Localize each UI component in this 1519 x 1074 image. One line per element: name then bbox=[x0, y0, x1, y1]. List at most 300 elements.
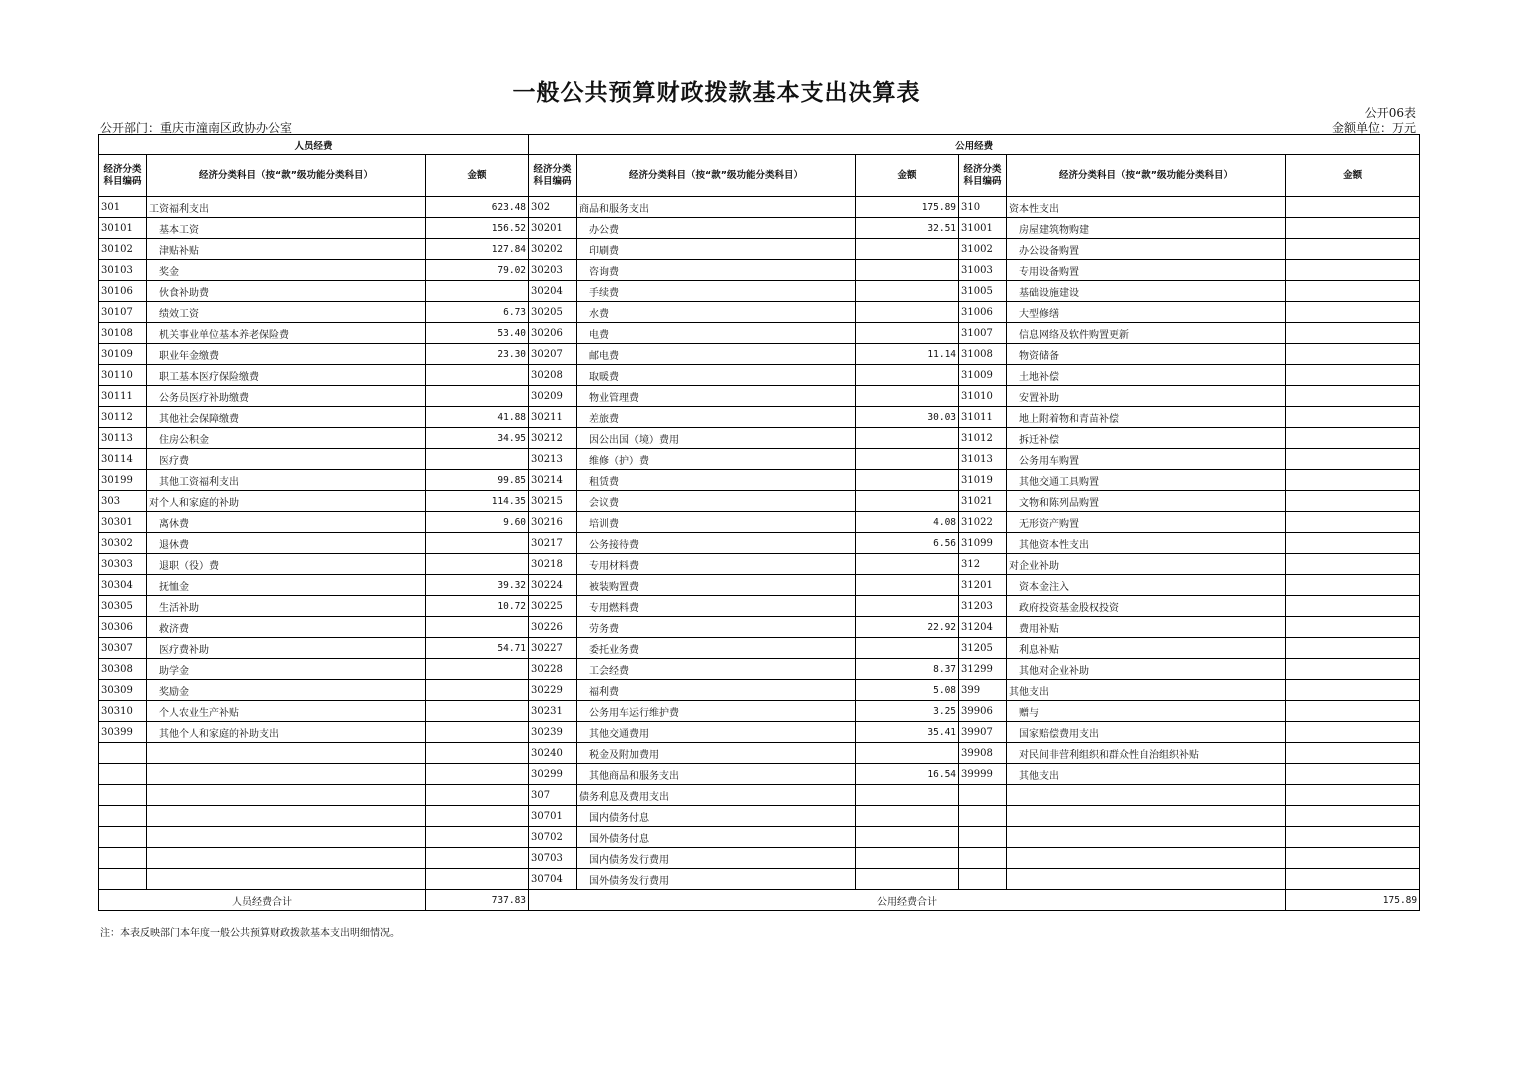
cell-amount bbox=[426, 680, 529, 701]
cell-code: 30213 bbox=[529, 449, 577, 470]
cell-amount: 156.52 bbox=[426, 218, 529, 239]
cell-name: 其他个人和家庭的补助支出 bbox=[147, 722, 426, 743]
cell-code: 30110 bbox=[99, 365, 147, 386]
cell-name: 住房公积金 bbox=[147, 428, 426, 449]
cell-amount bbox=[856, 869, 959, 890]
total-public-value: 175.89 bbox=[1286, 890, 1420, 911]
cell-code: 30108 bbox=[99, 323, 147, 344]
cell-amount bbox=[1286, 323, 1420, 344]
cell-amount bbox=[856, 554, 959, 575]
cell-name bbox=[1007, 827, 1286, 848]
cell-name: 政府投资基金股权投资 bbox=[1007, 596, 1286, 617]
cell-name: 物业管理费 bbox=[577, 386, 856, 407]
cell-code: 30107 bbox=[99, 302, 147, 323]
cell-code: 303 bbox=[99, 491, 147, 512]
cell-name: 对民间非营利组织和群众性自治组织补贴 bbox=[1007, 743, 1286, 764]
cell-code bbox=[99, 827, 147, 848]
cell-code: 30226 bbox=[529, 617, 577, 638]
cell-amount bbox=[426, 617, 529, 638]
cell-amount bbox=[1286, 743, 1420, 764]
cell-amount bbox=[1286, 197, 1420, 218]
total-personnel-label: 人员经费合计 bbox=[99, 890, 426, 911]
cell-code: 31008 bbox=[959, 344, 1007, 365]
table-row bbox=[99, 575, 1420, 596]
cell-amount bbox=[1286, 554, 1420, 575]
cell-amount: 8.37 bbox=[856, 659, 959, 680]
cell-name: 差旅费 bbox=[577, 407, 856, 428]
cell-name: 助学金 bbox=[147, 659, 426, 680]
group-header-personnel: 人员经费 bbox=[99, 135, 529, 155]
cell-amount bbox=[426, 386, 529, 407]
cell-amount bbox=[1286, 659, 1420, 680]
table-row bbox=[99, 869, 1420, 890]
cell-name: 专用燃料费 bbox=[577, 596, 856, 617]
cell-name: 专用设备购置 bbox=[1007, 260, 1286, 281]
cell-amount: 114.35 bbox=[426, 491, 529, 512]
cell-name: 土地补偿 bbox=[1007, 365, 1286, 386]
cell-code: 30212 bbox=[529, 428, 577, 449]
cell-amount: 35.41 bbox=[856, 722, 959, 743]
cell-amount bbox=[426, 449, 529, 470]
cell-amount bbox=[1286, 617, 1420, 638]
cell-code: 30309 bbox=[99, 680, 147, 701]
cell-amount bbox=[426, 785, 529, 806]
cell-amount: 127.84 bbox=[426, 239, 529, 260]
cell-amount: 34.95 bbox=[426, 428, 529, 449]
table-row bbox=[99, 302, 1420, 323]
cell-amount bbox=[856, 848, 959, 869]
cell-name bbox=[147, 806, 426, 827]
cell-name: 公务接待费 bbox=[577, 533, 856, 554]
cell-code: 30103 bbox=[99, 260, 147, 281]
cell-name: 公务用车运行维护费 bbox=[577, 701, 856, 722]
cell-amount bbox=[856, 428, 959, 449]
cell-name bbox=[147, 785, 426, 806]
cell-code bbox=[959, 869, 1007, 890]
cell-code: 30231 bbox=[529, 701, 577, 722]
table-row bbox=[99, 554, 1420, 575]
cell-code: 30111 bbox=[99, 386, 147, 407]
cell-code: 30214 bbox=[529, 470, 577, 491]
cell-code: 30228 bbox=[529, 659, 577, 680]
cell-name: 安置补助 bbox=[1007, 386, 1286, 407]
cell-name: 其他商品和服务支出 bbox=[577, 764, 856, 785]
cell-amount: 54.71 bbox=[426, 638, 529, 659]
amount-unit-label: 金额单位：万元 bbox=[1331, 121, 1416, 135]
cell-name: 对企业补助 bbox=[1007, 554, 1286, 575]
table-row bbox=[99, 281, 1420, 302]
cell-code: 30217 bbox=[529, 533, 577, 554]
cell-name: 被装购置费 bbox=[577, 575, 856, 596]
cell-name: 抚恤金 bbox=[147, 575, 426, 596]
cell-amount bbox=[856, 239, 959, 260]
col-header-amount: 金额 bbox=[1286, 155, 1420, 197]
cell-code: 31002 bbox=[959, 239, 1007, 260]
cell-code bbox=[99, 869, 147, 890]
cell-code: 30215 bbox=[529, 491, 577, 512]
cell-code: 30201 bbox=[529, 218, 577, 239]
cell-name: 津贴补贴 bbox=[147, 239, 426, 260]
cell-amount bbox=[426, 806, 529, 827]
cell-amount bbox=[856, 827, 959, 848]
cell-name: 委托业务费 bbox=[577, 638, 856, 659]
cell-code: 39907 bbox=[959, 722, 1007, 743]
table-row bbox=[99, 407, 1420, 428]
cell-name: 培训费 bbox=[577, 512, 856, 533]
cell-code bbox=[959, 827, 1007, 848]
cell-code: 31001 bbox=[959, 218, 1007, 239]
table-row bbox=[99, 659, 1420, 680]
cell-code: 399 bbox=[959, 680, 1007, 701]
cell-amount bbox=[1286, 491, 1420, 512]
cell-amount bbox=[426, 365, 529, 386]
cell-amount bbox=[1286, 806, 1420, 827]
cell-name: 职工基本医疗保险缴费 bbox=[147, 365, 426, 386]
table-row bbox=[99, 428, 1420, 449]
cell-name: 公务用车购置 bbox=[1007, 449, 1286, 470]
cell-amount bbox=[426, 722, 529, 743]
table-row bbox=[99, 617, 1420, 638]
cell-code: 30204 bbox=[529, 281, 577, 302]
cell-code: 30209 bbox=[529, 386, 577, 407]
cell-name: 其他资本性支出 bbox=[1007, 533, 1286, 554]
cell-code: 30305 bbox=[99, 596, 147, 617]
cell-amount: 9.60 bbox=[426, 512, 529, 533]
cell-amount bbox=[1286, 764, 1420, 785]
cell-code: 31204 bbox=[959, 617, 1007, 638]
cell-amount bbox=[1286, 512, 1420, 533]
cell-amount: 79.02 bbox=[426, 260, 529, 281]
table-row bbox=[99, 533, 1420, 554]
cell-amount bbox=[856, 743, 959, 764]
cell-name: 税金及附加费用 bbox=[577, 743, 856, 764]
cell-amount bbox=[856, 785, 959, 806]
cell-name: 公务员医疗补助缴费 bbox=[147, 386, 426, 407]
cell-name: 信息网络及软件购置更新 bbox=[1007, 323, 1286, 344]
cell-name: 奖金 bbox=[147, 260, 426, 281]
cell-name bbox=[1007, 785, 1286, 806]
cell-name: 离休费 bbox=[147, 512, 426, 533]
table-row bbox=[99, 638, 1420, 659]
cell-name: 机关事业单位基本养老保险费 bbox=[147, 323, 426, 344]
cell-name: 其他交通费用 bbox=[577, 722, 856, 743]
cell-amount bbox=[856, 575, 959, 596]
cell-name bbox=[1007, 869, 1286, 890]
cell-code bbox=[99, 848, 147, 869]
cell-code: 31003 bbox=[959, 260, 1007, 281]
cell-amount: 99.85 bbox=[426, 470, 529, 491]
cell-name: 租赁费 bbox=[577, 470, 856, 491]
cell-name: 维修（护）费 bbox=[577, 449, 856, 470]
cell-amount: 4.08 bbox=[856, 512, 959, 533]
cell-amount bbox=[426, 281, 529, 302]
table-row bbox=[99, 260, 1420, 281]
cell-amount bbox=[1286, 239, 1420, 260]
cell-code: 301 bbox=[99, 197, 147, 218]
cell-name: 其他交通工具购置 bbox=[1007, 470, 1286, 491]
cell-name: 咨询费 bbox=[577, 260, 856, 281]
cell-name bbox=[147, 743, 426, 764]
cell-code: 30703 bbox=[529, 848, 577, 869]
cell-name: 其他对企业补助 bbox=[1007, 659, 1286, 680]
cell-code: 31005 bbox=[959, 281, 1007, 302]
cell-name: 地上附着物和青苗补偿 bbox=[1007, 407, 1286, 428]
cell-code: 31011 bbox=[959, 407, 1007, 428]
total-public-label: 公用经费合计 bbox=[529, 890, 1286, 911]
cell-name: 其他社会保障缴费 bbox=[147, 407, 426, 428]
cell-code: 30304 bbox=[99, 575, 147, 596]
cell-name: 其他支出 bbox=[1007, 764, 1286, 785]
cell-name: 国外债务付息 bbox=[577, 827, 856, 848]
cell-amount bbox=[1286, 575, 1420, 596]
cell-amount bbox=[426, 764, 529, 785]
cell-name bbox=[1007, 848, 1286, 869]
cell-name: 其他支出 bbox=[1007, 680, 1286, 701]
cell-amount: 11.14 bbox=[856, 344, 959, 365]
cell-amount bbox=[1286, 428, 1420, 449]
table-row bbox=[99, 323, 1420, 344]
cell-amount: 23.30 bbox=[426, 344, 529, 365]
cell-amount bbox=[856, 281, 959, 302]
cell-code: 30702 bbox=[529, 827, 577, 848]
cell-amount bbox=[1286, 785, 1420, 806]
cell-name: 奖励金 bbox=[147, 680, 426, 701]
cell-amount bbox=[426, 827, 529, 848]
cell-code: 30306 bbox=[99, 617, 147, 638]
cell-code: 31010 bbox=[959, 386, 1007, 407]
cell-code: 31022 bbox=[959, 512, 1007, 533]
col-header-code: 经济分类科目编码 bbox=[959, 155, 1007, 197]
cell-amount bbox=[1286, 722, 1420, 743]
cell-amount bbox=[1286, 470, 1420, 491]
table-row bbox=[99, 239, 1420, 260]
cell-code: 30239 bbox=[529, 722, 577, 743]
cell-name: 债务利息及费用支出 bbox=[577, 785, 856, 806]
cell-name bbox=[147, 848, 426, 869]
cell-code: 312 bbox=[959, 554, 1007, 575]
cell-code: 31201 bbox=[959, 575, 1007, 596]
cell-name: 办公设备购置 bbox=[1007, 239, 1286, 260]
cell-code: 30701 bbox=[529, 806, 577, 827]
cell-amount: 30.03 bbox=[856, 407, 959, 428]
expenditure-table bbox=[98, 134, 1420, 911]
cell-amount bbox=[1286, 848, 1420, 869]
table-row bbox=[99, 512, 1420, 533]
cell-name bbox=[147, 827, 426, 848]
cell-name: 国家赔偿费用支出 bbox=[1007, 722, 1286, 743]
cell-name: 国内债务付息 bbox=[577, 806, 856, 827]
table-row bbox=[99, 701, 1420, 722]
table-row bbox=[99, 764, 1420, 785]
cell-code: 302 bbox=[529, 197, 577, 218]
cell-amount bbox=[1286, 596, 1420, 617]
cell-code: 31009 bbox=[959, 365, 1007, 386]
cell-name: 劳务费 bbox=[577, 617, 856, 638]
cell-name: 文物和陈列品购置 bbox=[1007, 491, 1286, 512]
cell-amount bbox=[856, 638, 959, 659]
cell-name: 救济费 bbox=[147, 617, 426, 638]
cell-name: 退职（役）费 bbox=[147, 554, 426, 575]
cell-code: 30299 bbox=[529, 764, 577, 785]
cell-amount bbox=[1286, 302, 1420, 323]
cell-amount bbox=[856, 323, 959, 344]
cell-amount bbox=[856, 386, 959, 407]
cell-code: 30211 bbox=[529, 407, 577, 428]
cell-amount bbox=[426, 554, 529, 575]
cell-name: 资本性支出 bbox=[1007, 197, 1286, 218]
cell-code: 30199 bbox=[99, 470, 147, 491]
cell-amount bbox=[1286, 365, 1420, 386]
cell-code: 31012 bbox=[959, 428, 1007, 449]
cell-name bbox=[147, 764, 426, 785]
cell-code bbox=[959, 785, 1007, 806]
department-label: 公开部门：重庆市潼南区政协办公室 bbox=[100, 121, 293, 135]
cell-amount: 22.92 bbox=[856, 617, 959, 638]
cell-amount bbox=[426, 701, 529, 722]
cell-code: 30225 bbox=[529, 596, 577, 617]
cell-amount bbox=[1286, 533, 1420, 554]
cell-name: 赠与 bbox=[1007, 701, 1286, 722]
cell-name: 绩效工资 bbox=[147, 302, 426, 323]
cell-amount bbox=[1286, 218, 1420, 239]
cell-name: 费用补贴 bbox=[1007, 617, 1286, 638]
cell-code: 31299 bbox=[959, 659, 1007, 680]
cell-amount bbox=[426, 743, 529, 764]
table-row bbox=[99, 365, 1420, 386]
col-header-name: 经济分类科目（按“款”级功能分类科目） bbox=[577, 155, 856, 197]
cell-amount bbox=[426, 848, 529, 869]
cell-code: 30205 bbox=[529, 302, 577, 323]
cell-code: 307 bbox=[529, 785, 577, 806]
cell-amount bbox=[1286, 827, 1420, 848]
cell-code: 30302 bbox=[99, 533, 147, 554]
cell-code: 31006 bbox=[959, 302, 1007, 323]
cell-amount bbox=[1286, 869, 1420, 890]
cell-name: 邮电费 bbox=[577, 344, 856, 365]
cell-amount: 5.08 bbox=[856, 680, 959, 701]
cell-code: 30303 bbox=[99, 554, 147, 575]
cell-name bbox=[147, 869, 426, 890]
cell-amount bbox=[1286, 449, 1420, 470]
cell-name: 工会经费 bbox=[577, 659, 856, 680]
cell-code bbox=[99, 806, 147, 827]
page-title: 一般公共预算财政拨款基本支出决算表 bbox=[512, 80, 921, 106]
cell-name: 取暖费 bbox=[577, 365, 856, 386]
cell-amount bbox=[1286, 638, 1420, 659]
table-row bbox=[99, 344, 1420, 365]
cell-name: 电费 bbox=[577, 323, 856, 344]
cell-code: 30109 bbox=[99, 344, 147, 365]
cell-code: 30301 bbox=[99, 512, 147, 533]
table-row bbox=[99, 386, 1420, 407]
cell-code: 30207 bbox=[529, 344, 577, 365]
cell-code: 30308 bbox=[99, 659, 147, 680]
cell-code: 31007 bbox=[959, 323, 1007, 344]
cell-amount bbox=[1286, 386, 1420, 407]
col-header-code: 经济分类科目编码 bbox=[529, 155, 577, 197]
cell-amount bbox=[1286, 260, 1420, 281]
cell-code: 30224 bbox=[529, 575, 577, 596]
cell-code: 30208 bbox=[529, 365, 577, 386]
cell-amount bbox=[856, 449, 959, 470]
cell-amount bbox=[856, 260, 959, 281]
cell-code: 30240 bbox=[529, 743, 577, 764]
cell-code bbox=[99, 785, 147, 806]
cell-code: 30202 bbox=[529, 239, 577, 260]
cell-amount bbox=[1286, 680, 1420, 701]
group-header-public: 公用经费 bbox=[529, 135, 1420, 155]
table-row bbox=[99, 680, 1420, 701]
cell-code: 30704 bbox=[529, 869, 577, 890]
cell-name: 退休费 bbox=[147, 533, 426, 554]
cell-name: 商品和服务支出 bbox=[577, 197, 856, 218]
cell-name: 房屋建筑物购建 bbox=[1007, 218, 1286, 239]
cell-amount: 10.72 bbox=[426, 596, 529, 617]
table-note: 注：本表反映部门本年度一般公共预算财政拨款基本支出明细情况。 bbox=[100, 928, 400, 939]
col-header-code: 经济分类科目编码 bbox=[99, 155, 147, 197]
table-row bbox=[99, 722, 1420, 743]
cell-code: 31013 bbox=[959, 449, 1007, 470]
table-row bbox=[99, 785, 1420, 806]
cell-code: 39906 bbox=[959, 701, 1007, 722]
cell-amount bbox=[856, 365, 959, 386]
cell-name: 基本工资 bbox=[147, 218, 426, 239]
cell-amount bbox=[856, 596, 959, 617]
cell-amount: 41.88 bbox=[426, 407, 529, 428]
cell-code: 30227 bbox=[529, 638, 577, 659]
cell-name: 伙食补助费 bbox=[147, 281, 426, 302]
cell-name: 大型修缮 bbox=[1007, 302, 1286, 323]
cell-name: 职业年金缴费 bbox=[147, 344, 426, 365]
cell-name: 生活补助 bbox=[147, 596, 426, 617]
cell-code: 30106 bbox=[99, 281, 147, 302]
cell-code bbox=[99, 764, 147, 785]
cell-amount: 6.73 bbox=[426, 302, 529, 323]
cell-name: 因公出国（境）费用 bbox=[577, 428, 856, 449]
cell-name: 印刷费 bbox=[577, 239, 856, 260]
cell-code: 31205 bbox=[959, 638, 1007, 659]
table-row bbox=[99, 743, 1420, 764]
cell-name: 手续费 bbox=[577, 281, 856, 302]
cell-code: 30203 bbox=[529, 260, 577, 281]
cell-name: 拆迁补偿 bbox=[1007, 428, 1286, 449]
cell-amount: 16.54 bbox=[856, 764, 959, 785]
cell-amount bbox=[1286, 407, 1420, 428]
cell-code: 310 bbox=[959, 197, 1007, 218]
cell-name: 医疗费补助 bbox=[147, 638, 426, 659]
cell-code: 30399 bbox=[99, 722, 147, 743]
cell-amount bbox=[426, 659, 529, 680]
cell-code bbox=[959, 848, 1007, 869]
col-header-name: 经济分类科目（按“款”级功能分类科目） bbox=[1007, 155, 1286, 197]
cell-name: 会议费 bbox=[577, 491, 856, 512]
cell-amount bbox=[1286, 281, 1420, 302]
cell-code: 30113 bbox=[99, 428, 147, 449]
cell-amount bbox=[426, 533, 529, 554]
cell-name: 福利费 bbox=[577, 680, 856, 701]
cell-amount: 175.89 bbox=[856, 197, 959, 218]
cell-code: 30101 bbox=[99, 218, 147, 239]
cell-name: 办公费 bbox=[577, 218, 856, 239]
cell-name: 工资福利支出 bbox=[147, 197, 426, 218]
cell-code: 30102 bbox=[99, 239, 147, 260]
table-row bbox=[99, 827, 1420, 848]
col-header-amount: 金额 bbox=[426, 155, 529, 197]
cell-name bbox=[1007, 806, 1286, 827]
cell-code: 30310 bbox=[99, 701, 147, 722]
cell-code: 31203 bbox=[959, 596, 1007, 617]
cell-name: 利息补贴 bbox=[1007, 638, 1286, 659]
